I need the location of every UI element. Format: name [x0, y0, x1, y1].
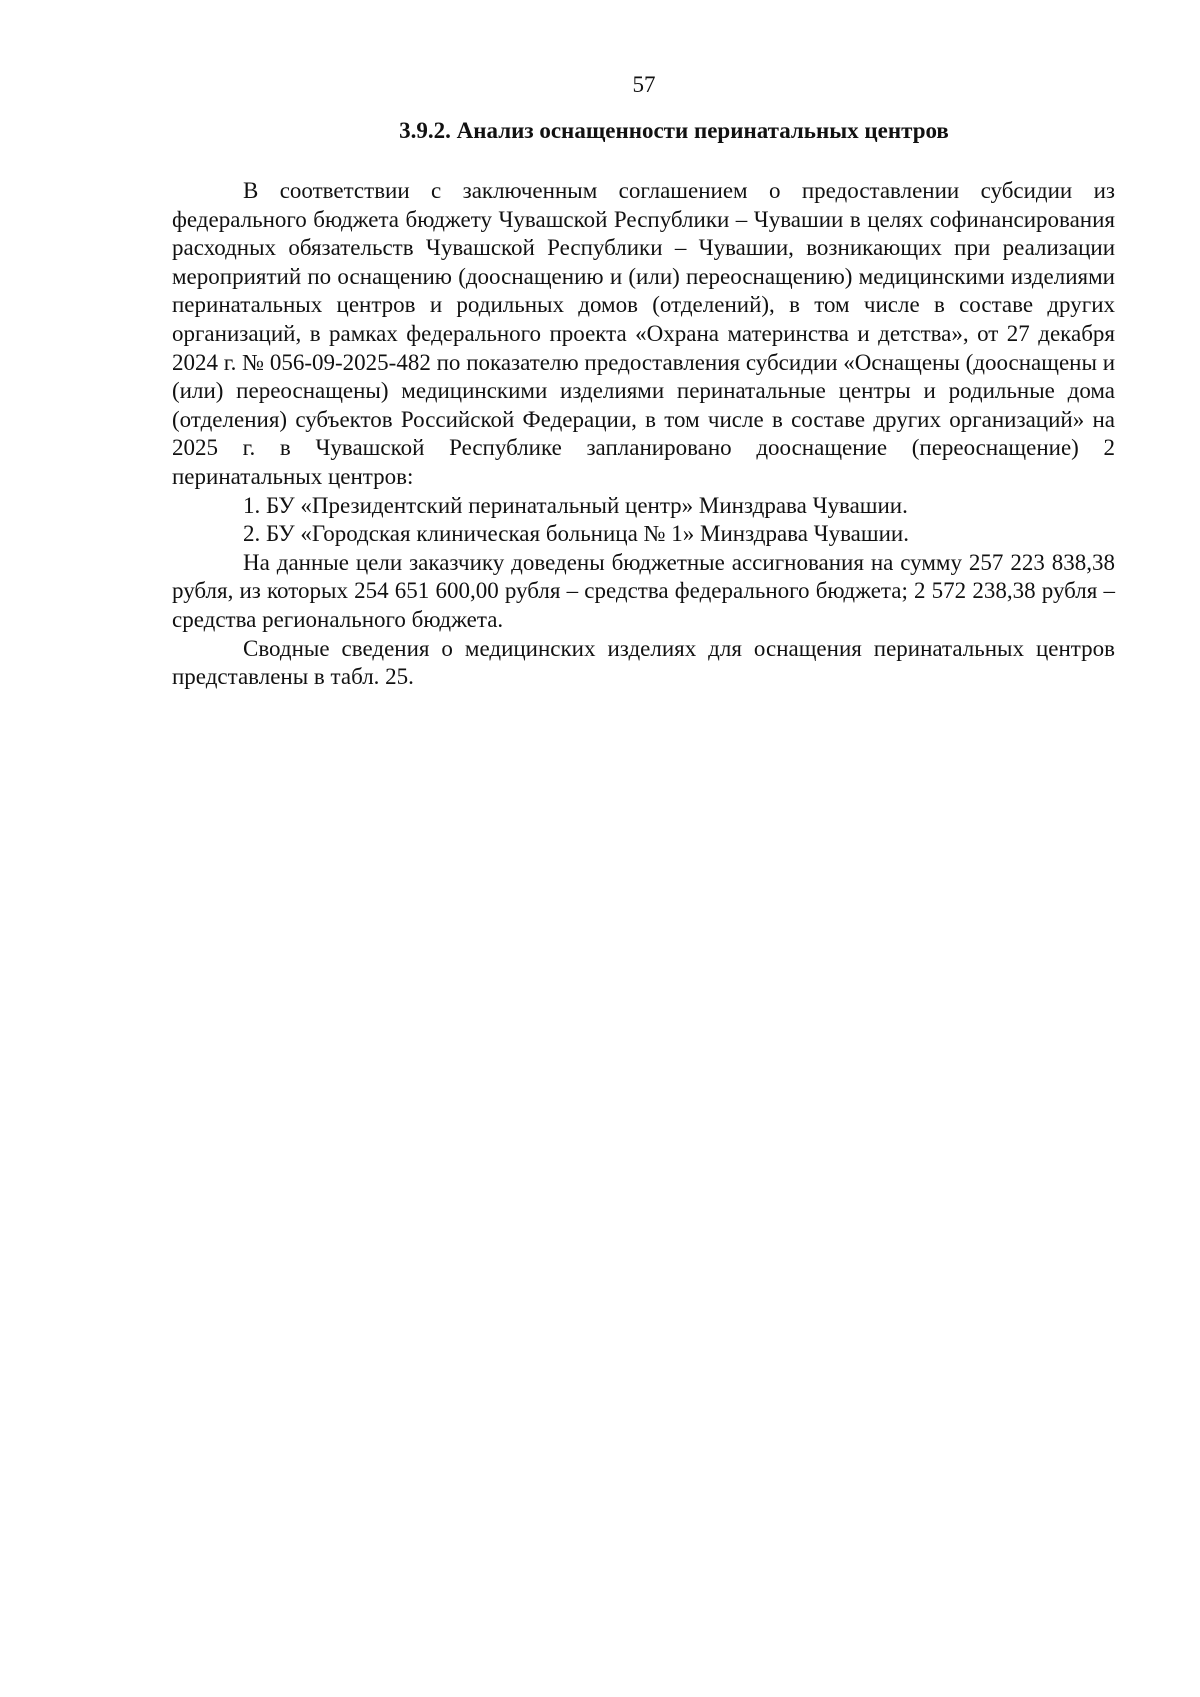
paragraph-table-reference: Сводные сведения о медицинских изделиях для оснащения перинатальных центров представлены в табл. 25. [172, 635, 1115, 690]
list-item-center-2: 2. БУ «Городская клиническая больница № 1» Минздрава Чувашии. [243, 521, 909, 547]
section-heading: 3.9.2. Анализ оснащенности перинатальных центров [399, 118, 949, 143]
paragraph-budget-allocation: На данные цели заказчику доведены бюджетные ассигнования на сумму 257 223 838,38 рубля, из которых 254 651 600,00 рубля – средства федерального бюджета; 2 572 238,38 рубля – средства регионального бюджета. [172, 549, 1115, 632]
page-number: 57 [632, 72, 656, 97]
body-text [172, 177, 1115, 692]
list-item-center-1: 1. БУ «Президентский перинатальный центр» Минздрава Чувашии. [243, 492, 908, 518]
paragraph-subsidy-agreement: В соответствии с заключенным соглашением о предоставлении субсидии из федерального бюджета бюджету Чувашской Республики – Чувашии в целях софинансирования расходных обязательств Чувашской Республики – Чувашии, возникающих при реализации мероприятий по оснащению (дооснащению и (или) переоснащению) медицинскими изделиями перинатальных центров и родильных домов (отделений), в том числе в составе других организаций, в рамках федерального проекта «Охрана материнства и детства», от 27 декабря 2024 г. № 056-09-2025-482 по показателю предоставления субсидии «Оснащены (дооснащены и (или) переоснащены) медицинскими изделиями перинатальные центры и родильные дома (отделения) субъектов Российской Федерации, в том числе в составе других организаций» на 2025 г. в Чувашской Республике запланировано дооснащение (переоснащение) 2 перинатальных центров: [172, 178, 1115, 489]
